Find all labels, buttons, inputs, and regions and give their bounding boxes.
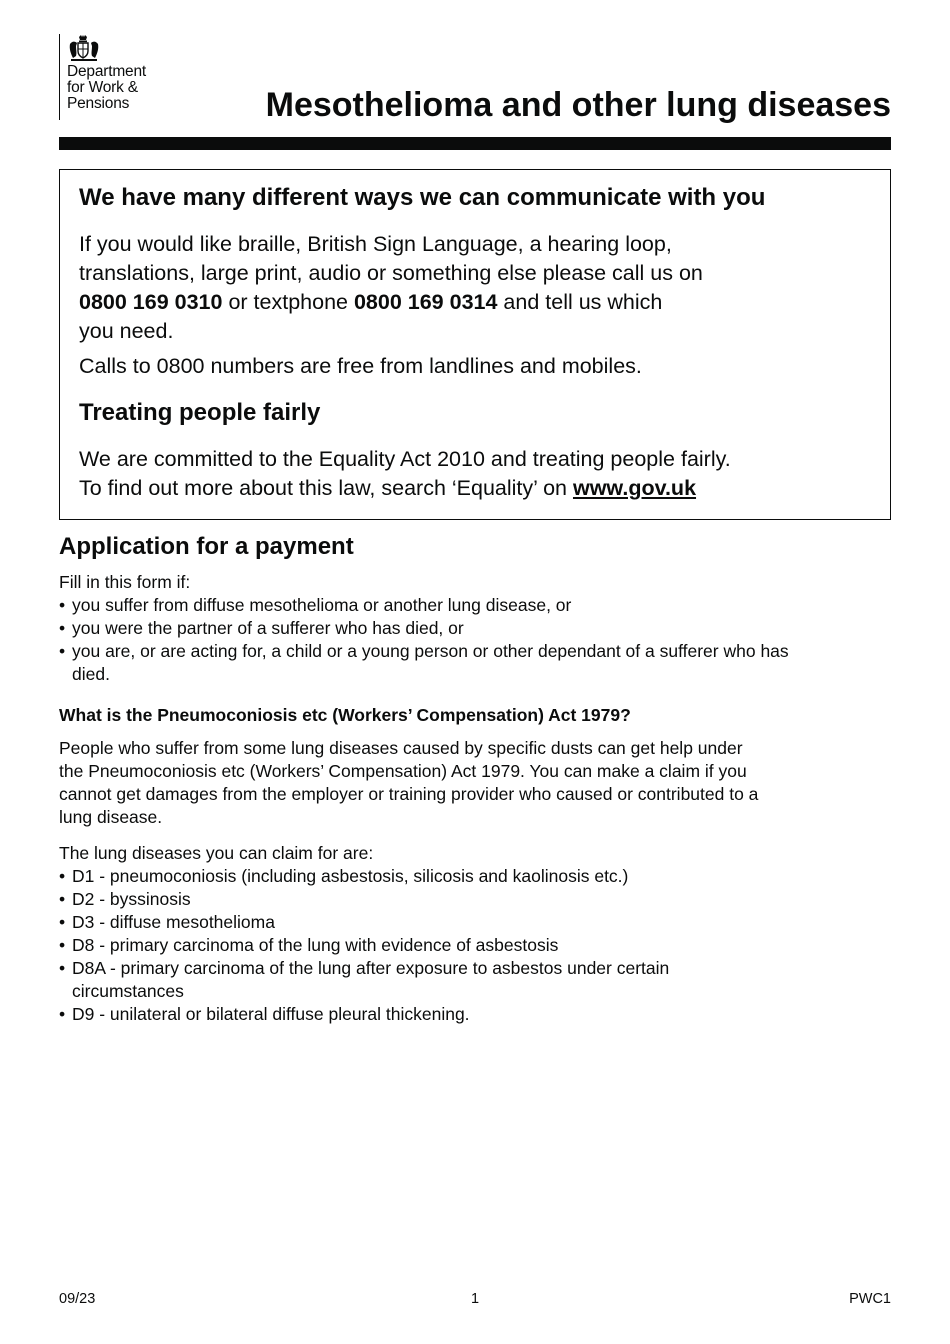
- diseases-intro: The lung diseases you can claim for are:: [59, 843, 374, 863]
- diseases-list: [59, 865, 849, 1026]
- list-item: • D9 - unilateral or bilateral diffuse pleural thickening.: [59, 1003, 849, 1026]
- list-item: • D3 - diffuse mesothelioma: [59, 911, 849, 934]
- text-line: translations, large print, audio or something else please call us on: [79, 261, 703, 285]
- text-line: We are committed to the Equality Act 2010 and treating people fairly.: [79, 447, 731, 471]
- list-item: • you are, or are acting for, a child or a young person or other dependant of a sufferer who has died.: [59, 640, 802, 686]
- text-line: you need.: [79, 319, 174, 343]
- communication-box: [59, 169, 891, 520]
- application-intro: Fill in this form if:: [59, 572, 191, 592]
- text-fragment: and tell us which: [497, 290, 663, 314]
- list-item: • you suffer from diffuse mesothelioma or another lung disease, or: [59, 594, 849, 617]
- list-item: • D8A - primary carcinoma of the lung after exposure to asbestos under certain circumstances: [59, 957, 762, 1003]
- govuk-link[interactable]: www.gov.uk: [572, 476, 697, 500]
- logo-line: Department: [67, 63, 146, 80]
- eligibility-list: [59, 594, 849, 686]
- page-title: Mesothelioma and other lung diseases: [265, 86, 891, 124]
- logo-line: for Work &: [67, 79, 138, 96]
- list-item: • D2 - byssinosis: [59, 888, 849, 911]
- header-divider: [59, 137, 891, 150]
- form-code: PWC1: [849, 1291, 891, 1307]
- form-date: 09/23: [59, 1291, 96, 1307]
- royal-crest-icon: [67, 34, 101, 62]
- equality-paragraph: [79, 445, 871, 503]
- textphone-number: 0800 169 0314: [353, 290, 498, 314]
- list-item: • D1 - pneumoconiosis (including asbestosis, silicosis and kaolinosis etc.): [59, 865, 849, 888]
- text-line: If you would like braille, British Sign Language, a hearing loop,: [79, 232, 672, 256]
- communication-heading: We have many different ways we can communicate with you: [79, 184, 766, 211]
- act-paragraph: People who suffer from some lung diseases caused by specific dusts can get help under the Pneumoconiosis etc (Workers’ Compensation) Act 1979. You can make a claim if you cannot get damages from the employer or training provider who caused or contributed to a lung disease.: [59, 738, 759, 827]
- application-heading: Application for a payment: [59, 533, 354, 560]
- text-fragment: To find out more about this law, search ‘Equality’ on: [79, 476, 573, 500]
- list-item: • D8 - primary carcinoma of the lung with evidence of asbestosis: [59, 934, 849, 957]
- logo-text: [67, 64, 146, 112]
- phone-number: 0800 169 0310: [79, 290, 223, 314]
- act-heading: What is the Pneumoconiosis etc (Workers’ Compensation) Act 1979?: [59, 705, 631, 725]
- logo-line: Pensions: [67, 95, 130, 112]
- treating-fairly-heading: Treating people fairly: [79, 399, 321, 426]
- dwp-logo: [59, 34, 146, 120]
- page-footer: [59, 1289, 891, 1309]
- application-section: [59, 531, 849, 1026]
- calls-free-note: Calls to 0800 numbers are free from landlines and mobiles.: [79, 354, 642, 378]
- page-number: 1: [470, 1291, 480, 1307]
- text-fragment: or textphone: [222, 290, 354, 314]
- communication-paragraph: [79, 230, 871, 346]
- list-item: • you were the partner of a sufferer who has died, or: [59, 617, 849, 640]
